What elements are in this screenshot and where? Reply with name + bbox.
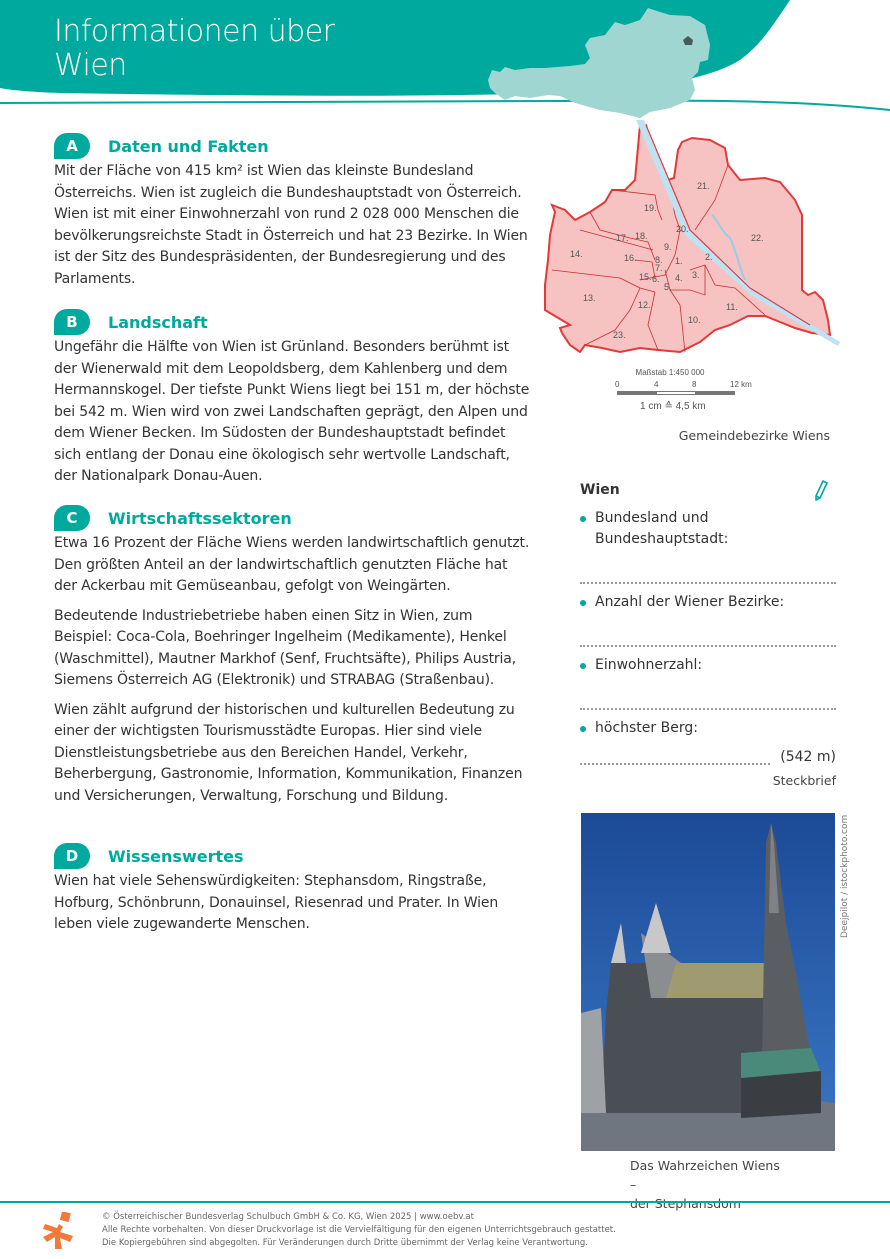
bullet-icon	[580, 516, 586, 522]
svg-text:4.: 4.	[675, 273, 683, 283]
scale-tick: 12 km	[730, 380, 752, 389]
footer-divider	[0, 1199, 890, 1203]
oebv-logo-icon	[43, 1212, 77, 1250]
map-caption: Gemeindebezirke Wiens	[678, 428, 830, 443]
steckbrief-item: Anzahl der Wiener Bezirke:	[580, 592, 836, 613]
copyright-footer: © Österreichischer Bundesverlag Schulbuch GmbH & Co. KG, Wien 2025 | www.oebv.at Alle Rechte vorbehalten. Von dieser Druckvorlage ist die Vervielfältigung für den eigenen Unterrichtsgebrauch gestattet. Die Kopiergebühren sind abgegolten. Für Veränderungen durch Dritte übernimmt der Verlag keine Verantwortung.	[102, 1212, 616, 1248]
section-title: Wissenswertes	[108, 846, 244, 866]
svg-text:19.: 19.	[644, 203, 657, 213]
svg-text:5.: 5.	[664, 282, 672, 292]
scale-tick: 4	[654, 380, 659, 389]
svg-text:23.: 23.	[613, 330, 626, 340]
section-landschaft	[54, 309, 532, 488]
svg-text:2.: 2.	[705, 252, 713, 262]
scale-bar	[617, 391, 735, 395]
svg-text:21.: 21.	[697, 181, 710, 191]
svg-text:7.: 7.	[655, 263, 663, 273]
svg-text:16.: 16.	[624, 253, 637, 263]
bullet-icon	[580, 726, 586, 732]
steckbrief-item: höchster Berg:	[580, 718, 836, 739]
svg-text:22.: 22.	[751, 233, 764, 243]
section-paragraph: Etwa 16 Prozent der Fläche Wiens werden landwirtschaftlich genutzt. Den größten Anteil an der landwirtschaftlich genutzten Fläche hat der Ackerbau mit Gemüseanbau, gefolgt von Weingärten.	[54, 535, 530, 594]
steckbrief-heading: Wien	[580, 482, 620, 498]
berg-height-hint: (542 m)	[780, 749, 836, 765]
section-wissenswertes	[54, 843, 532, 936]
svg-text:9.: 9.	[664, 242, 672, 252]
svg-text:8.: 8.	[655, 255, 663, 265]
answer-field-hoechster-berg[interactable]	[580, 755, 770, 765]
photo-credit: Deejpilot / istockphoto.com	[840, 814, 850, 938]
vienna-district-map	[540, 120, 850, 370]
page-title: Informationen über Wien	[54, 14, 335, 83]
section-badge: D	[54, 843, 90, 869]
section-paragraph: Wien zählt aufgrund der historischen und kulturellen Bedeutung zu einer der wichtigsten Tourismusstädte Europas. Hier sind viele Dienstleistungsbetriebe aus den Bereichen Handel, Verkehr, Beherbergung, Gastronomie, Information, Kommunikation, Finanzen und Versicherungen, Verwaltung, Forschung und Bildung.	[54, 701, 523, 804]
section-paragraph: Wien hat viele Sehenswürdigkeiten: Stephansdom, Ringstraße, Hofburg, Schönbrunn, Donauinsel, Riesenrad und Prater. In Wien leben viele zugewanderte Menschen.	[54, 873, 499, 932]
section-title: Daten und Fakten	[108, 136, 269, 156]
answer-field-bundesland[interactable]	[580, 570, 836, 584]
svg-text:14.: 14.	[570, 249, 583, 259]
section-badge: C	[54, 505, 90, 531]
steckbrief-worksheet	[580, 482, 836, 788]
section-paragraph: Ungefähr die Hälfte von Wien ist Grünland. Besonders berühmt ist der Wienerwald mit dem Leopoldsberg, dem Kahlenberg und dem Hermannskogel. Der tiefste Punkt Wiens liegt bei 151 m, der höchste bei 542 m. Wien wird von zwei Landschaften geprägt, den Alpen und dem Wiener Becken. Im Südosten der Bundeshauptstadt befindet sich entlang der Donau eine ökologisch sehr wertvolle Landschaft, der Nationalpark Donau-Auen.	[54, 339, 530, 484]
svg-text:13.: 13.	[583, 293, 596, 303]
answer-field-einwohnerzahl[interactable]	[580, 696, 836, 710]
scale-equivalence: 1 cm ≙ 4,5 km	[640, 401, 706, 412]
svg-text:1.: 1.	[675, 256, 683, 266]
section-wirtschaftssektoren	[54, 505, 532, 807]
answer-field-bezirke[interactable]	[580, 633, 836, 647]
stephansdom-photo	[581, 813, 835, 1151]
svg-text:10.: 10.	[688, 315, 701, 325]
section-title: Wirtschaftssektoren	[108, 508, 292, 528]
steckbrief-item: Einwohnerzahl:	[580, 655, 836, 676]
svg-text:15.: 15.	[639, 272, 652, 282]
scale-tick: 0	[615, 380, 620, 389]
svg-text:3.: 3.	[692, 270, 700, 280]
scale-title: Maßstab 1:450 000	[635, 368, 705, 377]
section-paragraph: Mit der Fläche von 415 km² ist Wien das kleinste Bundesland Österreichs. Wien ist zugleich die Bundeshauptstadt von Österreich. Wien ist mit einer Einwohnerzahl von rund 2 028 000 Menschen die bevölkerungsreichste Stadt in Österreich und hat 23 Bezirke. In Wien ist der Sitz des Bundespräsidenten, der Bundesregierung und des Parlaments.	[54, 163, 528, 287]
svg-text:20.: 20.	[676, 224, 689, 234]
scale-tick: 8	[692, 380, 697, 389]
section-paragraph: Bedeutende Industriebetriebe haben einen Sitz in Wien, zum Beispiel: Coca-Cola, Boehringer Ingelheim (Medikamente), Henkel (Waschmittel), Mautner Markhof (Senf, Fruchtsäfte), Philips Austria, Siemens Österreich AG (Elektronik) und STRABAG (Straßenbau).	[54, 607, 517, 688]
steckbrief-item: Bundesland und Bundeshauptstadt:	[580, 508, 836, 550]
svg-text:6.: 6.	[652, 274, 660, 284]
section-daten-und-fakten	[54, 133, 532, 290]
section-title: Landschaft	[108, 312, 208, 332]
pencil-icon	[814, 480, 828, 502]
bullet-icon	[580, 600, 586, 606]
section-badge: A	[54, 133, 90, 159]
steckbrief-caption: Steckbrief	[772, 773, 836, 788]
svg-text:12.: 12.	[638, 300, 651, 310]
svg-text:18.: 18.	[635, 231, 648, 241]
page-header	[0, 0, 890, 125]
map-scale	[600, 368, 770, 412]
photo-caption: Das Wahrzeichen Wiens – der Stephansdom	[630, 1158, 780, 1211]
svg-text:11.: 11.	[726, 302, 738, 312]
section-badge: B	[54, 309, 90, 335]
bullet-icon	[580, 663, 586, 669]
svg-text:17.: 17.	[616, 233, 629, 243]
